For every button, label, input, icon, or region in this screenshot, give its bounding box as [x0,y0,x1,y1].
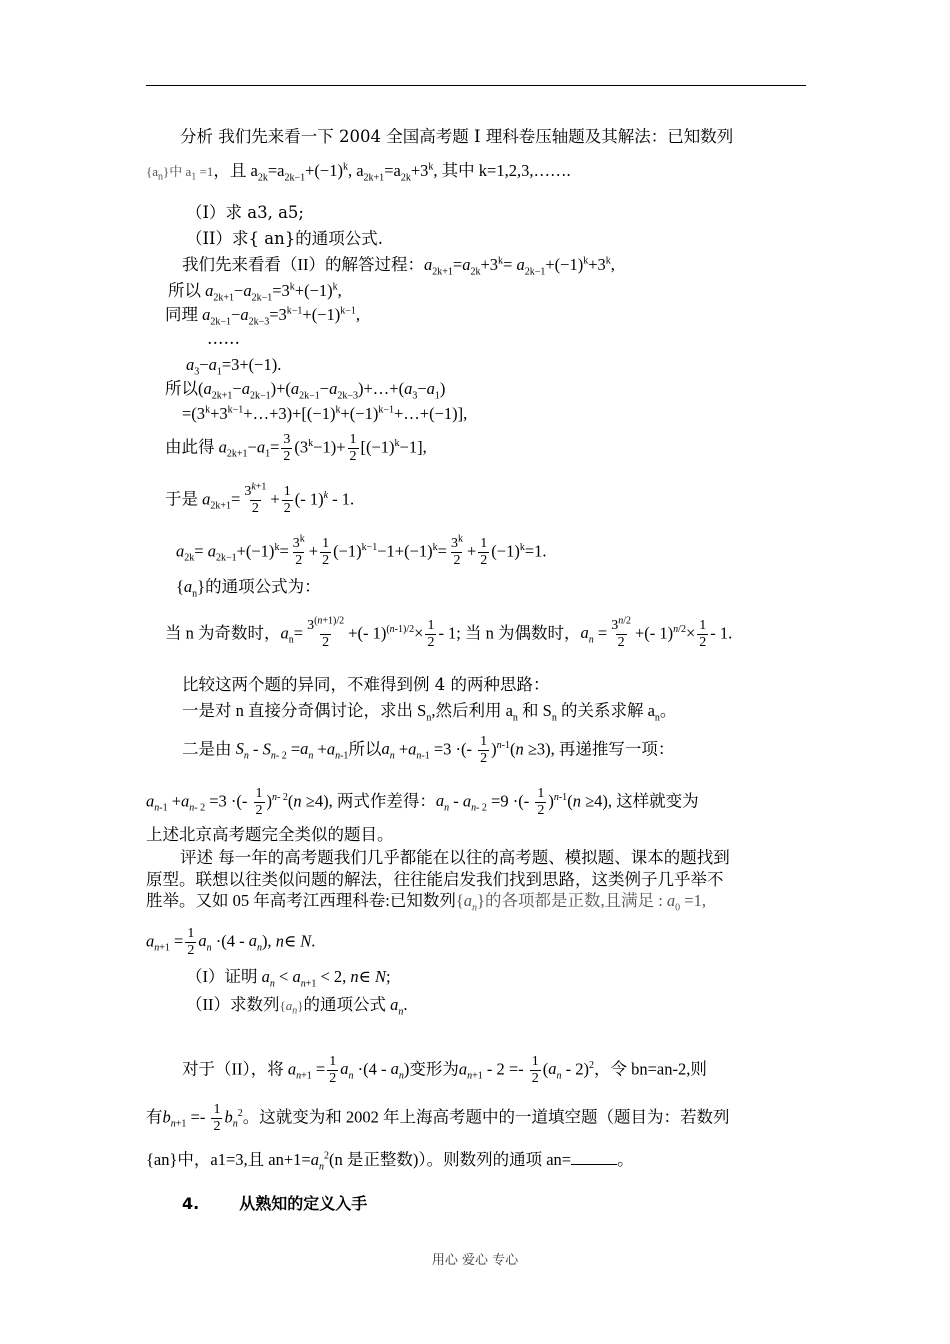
page-footer: 用心 爱心 专心 [431,1253,519,1268]
formula-a2k: $a_{2k}= a_{2k-1}+(-1)^k=$ $\frac{3^k}{2}$ + $\frac{1}{2}$ $(-1)^{k-1}-1+(-1)^k=$ $\frac{3^k}{2}$ + $\frac{1}{2}$ $(-1)^k=1$. [176,533,547,568]
idea-one: 一是对 n 直接分奇偶讨论，求出 $S_n$,然后利用 $a_n$ 和 $S_n$ 的关系求解 $a_n$。 [182,701,677,724]
text-line-problem-condition: $\{a_n\}$中 $a_1 =1$，且 $a_{2k}=a_{2k-1}+(-1)^k$, $a_{2k+1}=a_{2k}+3^k$, 其中 k=1,2,3,……. [146,161,571,184]
question-part-1: （I）求 a3, a5; [186,203,304,222]
solution-sum: 所以$(a_{2k+1}-a_{2k-1})+(a_{2k-1}-a_{2k-3})+\dots+(a_3-a_1)$ [165,379,446,402]
section-heading-4: 4. 从熟知的定义入手 [182,1194,368,1213]
solution-step-3: $a_3-a_1=3+(-1)$. [186,355,282,378]
commentary-line-2: 原型。联想以往类似问题的解法，往往能启发我们找到思路，这类例子几乎举不 [146,870,724,889]
idea-two: 二是由 $S_n - S_{n- 2} =a_n +a_{n-1}$所以$a_n +a_{n-1} =3$ ·(- $\frac{1}{2}$ )$^{n-1}$(n ≥3), 再递推写一项： [182,734,675,766]
solution-step-2: 同理 $a_{2k-1}-a_{2k-3}=3^{k-1}+(-1)^{k-1}$, [165,305,361,328]
text-line-analysis: 分析 我们先来看一下 2004 全国高考题 I 理科卷压轴题及其解法：已知数列 [180,127,734,146]
solution-sum-result: $=(3^k+3^{k-1}+\dots+3)+[(-1)^k+(-1)^{k-1}+\dots+(-1)]$, [182,404,468,423]
shanghai-problem: {an}中，a1=3,且 $an+1=a_n^2(n$ 是正整数)）。则数列的通项 an= 。 [146,1150,634,1173]
general-term-formula: 当 n 为奇数时，$a_n=$ $\frac{3^{(n+1)/2}}{2}$ +(- 1)$^{(n-1)/2}$× $\frac{1}{2}$ - 1; 当 n 为偶数时，$a_n$ = $\frac{3^{n/2}}{2}$ +(- 1)$^{n/2}$× $\frac{1}{2}$ - 1. [165,615,733,650]
transform-line: 对于（II），将 $a_{n+1}$ = $\frac{1}{2}$ $a_n \cdot(4 - a_n)$变形为$a_{n+1} - 2$ =- $\frac{1}{2}$ $(a_n - 2)^2$，令 bn=an-2,则 [182,1054,707,1086]
answer-blank[interactable] [571,1148,617,1165]
idea-two-conclusion: 上述北京高考题完全类似的题目。 [146,825,394,844]
jiangxi-recurrence: $a_{n+1}$ = $\frac{1}{2}$ $a_n \cdot(4 - a_n)$, n∈ N. [146,926,316,958]
solution-derived: 由此得 $a_{2k+1}-a_1=$ $\frac{3}{2}$ $(3^k-1)+$ $\frac{1}{2}$ $[(-1)^k-1]$, [165,432,427,464]
jiangxi-part-2: （II）求数列$\{a_n\}$的通项公式 $a_n$. [186,995,408,1018]
formula-a2k-plus-1: 于是 $a_{2k+1}=$ $\frac{3^{k+1}}{2}$ + $\frac{1}{2}$ (- 1)$^k$ - 1. [165,481,355,516]
header-rule [146,85,806,86]
question-part-2: （II）求{ an}的通项公式. [186,229,383,248]
commentary-line-1: 评述 每一年的高考题我们几乎都能在以往的高考题、模拟题、课本的题找到 [180,848,730,867]
solution-intro: 我们先来看看（II）的解答过程：$a_{2k+1}=a_{2k}+3^k= a_{2k-1}+(-1)^k+3^k$, [182,255,615,278]
ellipsis-line: …… [207,329,240,348]
comparison-line: 比较这两个题的异同，不难得到例 4 的两种思路： [182,675,550,694]
idea-two-continued: $a_{n-1} +a_{n- 2} =3$ ·(- $\frac{1}{2}$ )$^{n- 2}$(n ≥4), 两式作差得：$a_n - a_{n- 2} =9$ ·(- $\frac{1}{2}$ )$^{n-1}$(n ≥4), 这样就变为 [146,786,699,818]
jiangxi-part-1: （I）证明 $a_n < a_{n+1} < 2$, n∈ N; [186,967,391,990]
solution-step-1: 所以 $a_{2k+1}-a_{2k-1}=3^k+(-1)^k$, [168,281,342,304]
transform-line-2: 有$b_{n+1}$ =- $\frac{1}{2}$ $b_n^2$。这就变为和 2002 年上海高考题中的一道填空题（题目为：若数列 [146,1102,730,1134]
commentary-line-3: 胜举。又如 05 年高考江西理科卷:已知数列$\{a_n\}$的各项都是正数,且满足 : $a_0 =1$, [146,891,706,914]
general-term-label: $\{a_n\}$的通项公式为： [176,577,321,600]
